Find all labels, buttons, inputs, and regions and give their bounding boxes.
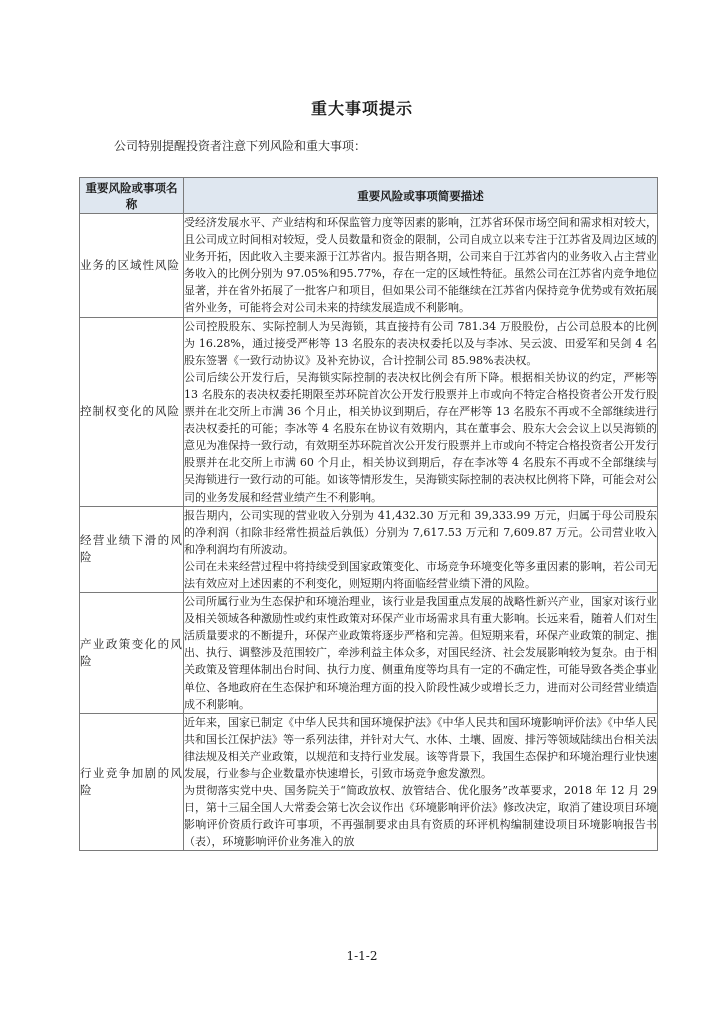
table-row [80,317,658,506]
intro-text: 公司特别提醒投资者注意下列风险和重大事项： [114,139,367,153]
risk-description [184,214,658,318]
table-row [80,214,658,318]
page-title: 重大事项提示 [310,99,413,118]
risk-name: 经营业绩下滑的风险 [80,506,184,592]
table-row [80,713,658,851]
risk-name: 业务的区域性风险 [80,214,184,318]
risk-description [184,506,658,592]
page-number: 1-1-2 [346,949,378,963]
risk-name: 产业政策变化的风险 [80,593,184,714]
risk-name: 控制权变化的风险 [80,317,184,506]
risk-description [184,593,658,714]
risk-paragraph: 公司所属行业为生态保护和环境治理业，该行业是我国重点发展的战略性新兴产业，国家对该行业及相关领域各种激励性或约束性政策对环保产业市场需求具有重大影响。长远来看，随着人们对生活质量要求的不断提升，环保产业政策将逐步严格和完善。但短期来看，环保产业政策的制定、推出、执行、调整涉及范围较广，牵涉利益主体众多，对国民经济、社会发展影响较为复杂。由于相关政策及管理体制出台时间、执行力度、侧重角度等均具有一定的不确定性，可能导致各类企事业单位、各地政府在生态保护和环境治理方面的投入阶段性减少或增长乏力，进而对公司经营业绩造成不利影响。 [184,595,657,711]
table-row [80,506,658,592]
risk-paragraph: 为贯彻落实党中央、国务院关于“简政放权、放管结合、优化服务”改革要求，2018 年 12 月 29 日，第十三届全国人大常委会第七次会议作出《环境影响评价法》修改决定，取消了建设项目环境影响评价资质行政许可事项，不再强制要求由具有资质的环评机构编制建设项目环境影响报告书（表），环境影响评价业务准入的放 [184,784,657,849]
risk-paragraph: 受经济发展水平、产业结构和环保监管力度等因素的影响，江苏省环保市场空间和需求相对较大，且公司成立时间相对较短，受人员数量和资金的限制，公司自成立以来专注于江苏省及周边区域的业务开拓，因此收入主要来源于江苏省内。报告期各期，公司来自于江苏省内的业务收入占主营业务收入的比例分别为 97.05%和95.77%，存在一定的区域性特征。虽然公司在江苏省内竞争地位显著，并在省外拓展了一批客户和项目，但如果公司不能继续在江苏省内保持竞争优势或有效拓展省外业务，可能将会对公司未来的持续发展造成不利影响。 [184,216,657,315]
risk-description [184,317,658,506]
risk-table [79,177,658,851]
risk-name: 行业竞争加剧的风险 [80,713,184,851]
risk-paragraph: 近年来，国家已制定《中华人民共和国环境保护法》《中华人民共和国环境影响评价法》《中华人民共和国长江保护法》等一系列法律，并针对大气、水体、土壤、固废、排污等领域陆续出台相关法律法规及相关产业政策，以规范和支持行业发展。该等背景下，我国生态保护和环境治理行业快速发展，行业参与企业数量亦快速增长，引致市场竞争愈发激烈。 [184,715,657,780]
risk-paragraph: 公司在未来经营过程中将持续受到国家政策变化、市场竞争环境变化等多重因素的影响，若公司无法有效应对上述因素的不利变化，则短期内将面临经营业绩下滑的风险。 [184,559,657,590]
risk-description [184,713,658,851]
table-row [80,593,658,714]
risk-paragraph: 公司后续公开发行后，吴海锁实际控制的表决权比例会有所下降。根据相关协议的约定，严彬等 13 名股东的表决权委托期限至苏环院首次公开发行股票并上市或向不特定合格投资者公开发行股票并在北交所上市满 36 个月止，相关协议到期后，存在严彬等 13 名股东不再或不全部继续进行表决权委托的可能；李冰等 4 名股东在协议有效期内，其在董事会、股东大会会议上以吴海锁的意见为准保持一致行动，有效期至苏环院首次公开发行股票并上市或向不特定合格投资者公开发行股票并在北交所上市满 60 个月止，相关协议到期后，存在李冰等 4 名股东不再或不全部继续与吴海锁进行一致行动的可能。如该等情形发生，吴海锁实际控制的表决权比例将下降，可能会对公司的业务发展和经营业绩产生不利影响。 [184,370,657,504]
risk-paragraph: 报告期内，公司实现的营业收入分别为 41,432.30 万元和 39,333.99 万元，归属于母公司股东的净利润（扣除非经常性损益后孰低）分别为 7,617.53 万元和 7,609.87 万元。公司营业收入和净利润均有所波动。 [184,508,657,556]
header-risk-name: 重要风险或事项名称 [80,178,184,214]
table-header-row [80,178,658,214]
risk-paragraph: 公司控股股东、实际控制人为吴海锁，其直接持有公司 781.34 万股股份，占公司总股本的比例为 16.28%，通过接受严彬等 13 名股东的表决权委托以及与李冰、吴云波、田爱军和吴剑 4 名股东签署《一致行动协议》及补充协议，合计控制公司 85.98%表决权。 [184,319,657,367]
header-risk-description: 重要风险或事项简要描述 [184,178,658,214]
